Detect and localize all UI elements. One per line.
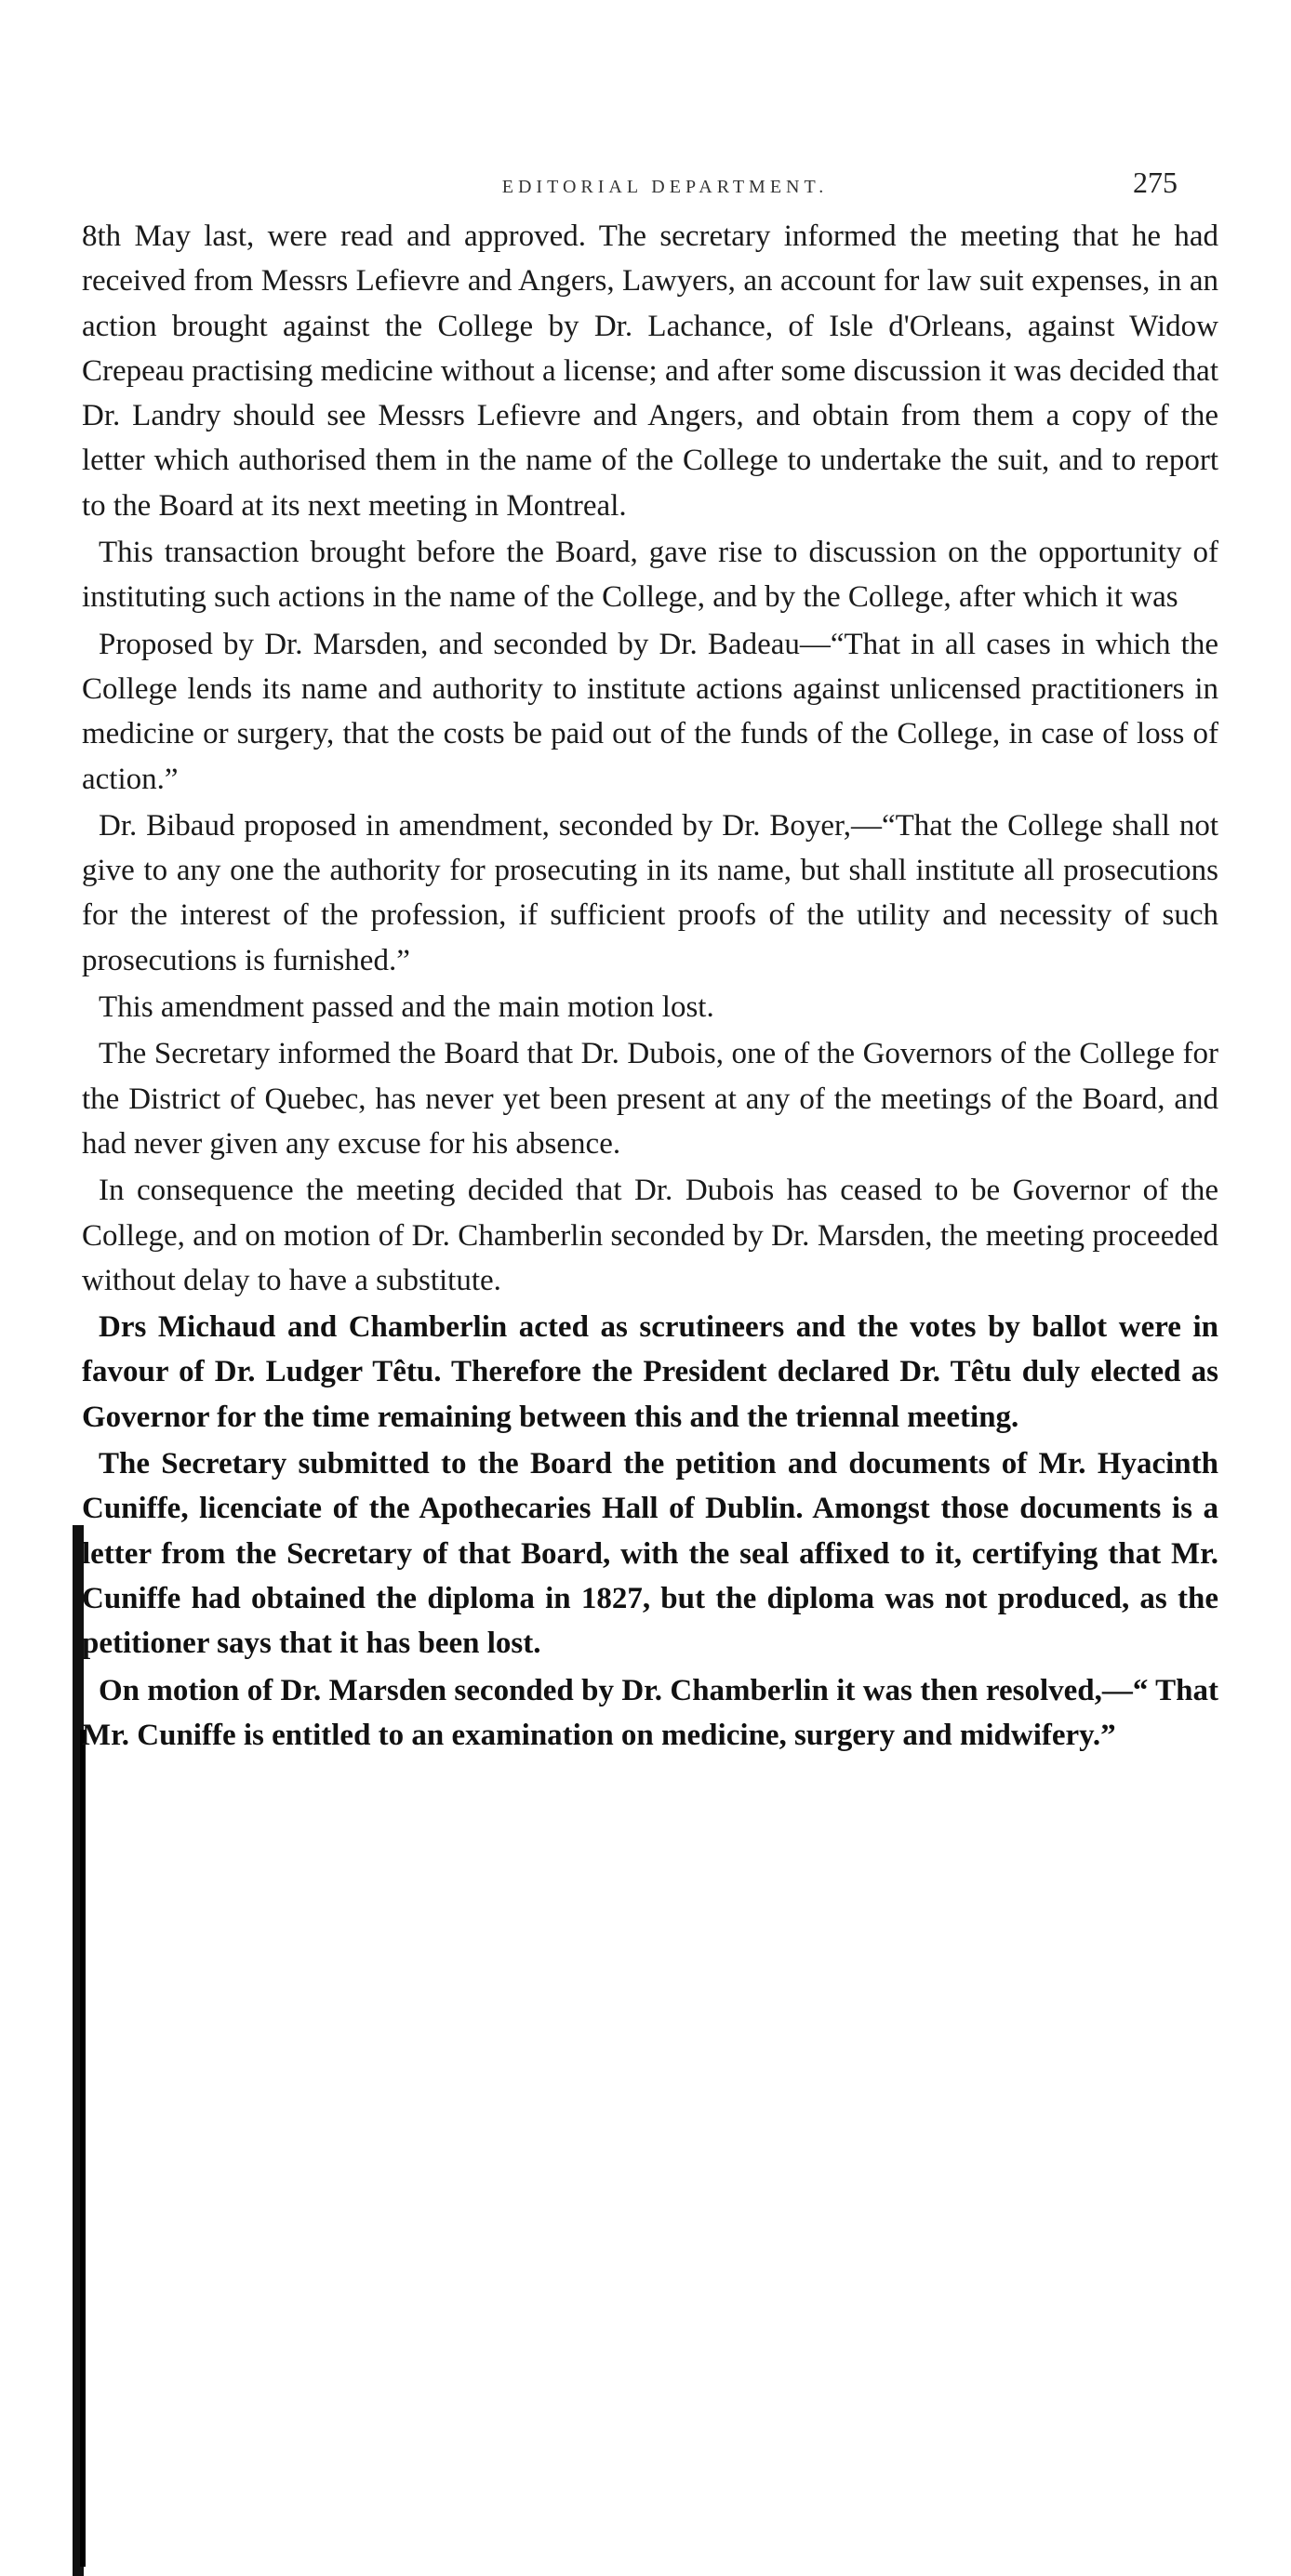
paragraph-transaction-discussion: This transaction brought before the Board, gave rise to discussion on the opportunity of instituting such actions in the name of the College, and by the College, after which it was [82,536,1218,615]
page-number: 275 [1133,166,1178,199]
paragraph-amendment-result: This amendment passed and the main motion lost. [99,990,714,1025]
paragraph-amendment-bibaud: Dr. Bibaud proposed in amendment, seconded by Dr. Boyer,—“That the College shall not give to any one the authority for prosecuting in its name, but shall institute all prosecutions for the interest of the profession, if sufficient proofs of the utility and necessity of such prosecutions is furnished.” [82,808,1218,977]
paragraph-dubois-replacement: In consequence the meeting decided that Dr. Dubois has ceased to be Governor of the College, and on motion of Dr. Chamberlin seconded by Dr. Marsden, the meeting proceeded without delay to have a substitute. [82,1174,1218,1297]
paragraph-meeting-minutes: 8th May last, were read and approved. The secretary informed the meeting that he had received from Messrs Lefievre and Angers, Lawyers, an account for law suit expenses, in an action brought against the College by Dr. Lachance, of Isle d'Orleans, against Widow Crepeau practising medicine without a license; and after some discussion it was decided that Dr. Landry should see Messrs Lefievre and Angers, and obtain from them a copy of the letter which authorised them in the name of the College to undertake the suit, and to report to the Board at its next meeting in Montreal. [82,219,1218,523]
paragraph-cuniffe-resolution: On motion of Dr. Marsden seconded by Dr. Chamberlin it was then resolved,—“ That Mr. Cuniffe is entitled to an examination on medicine, surgery and midwifery.” [82,1673,1218,1752]
paragraph-cuniffe-petition: The Secretary submitted to the Board the petition and documents of Mr. Hyacinth Cuniffe, licenciate of the Apothecaries Hall of Dublin. Amongst those documents is a letter from the Secretary of that Board, with the seal affixed to it, certifying that Mr. Cuniffe had obtained the diploma in 1827, but the diploma was not produced, as the petitioner says that it has been lost. [82,1447,1218,1661]
margin-binding-mark-inner [80,1730,86,2567]
paragraph-dubois-absence: The Secretary informed the Board that Dr. Dubois, one of the Governors of the College for the District of Quebec, has never yet been present at any of the meetings of the Board, and had never given any excuse for his absence. [82,1037,1218,1161]
paragraph-proposal-marsden: Proposed by Dr. Marsden, and seconded by Dr. Badeau—“That in all cases in which the College lends its name and authority to institute actions against unlicensed practitioners in medicine or surgery, that the costs be paid out of the funds of the College, in case of loss of action.” [82,627,1218,796]
body-text [82,214,1218,1759]
running-head: EDITORIAL DEPARTMENT. [501,177,829,197]
paragraph-tetu-election: Drs Michaud and Chamberlin acted as scrutineers and the votes by ballot were in favour of Dr. Ludger Têtu. Therefore the President declared Dr. Têtu duly elected as Governor for the time remaining between this and the triennal meeting. [82,1310,1218,1434]
